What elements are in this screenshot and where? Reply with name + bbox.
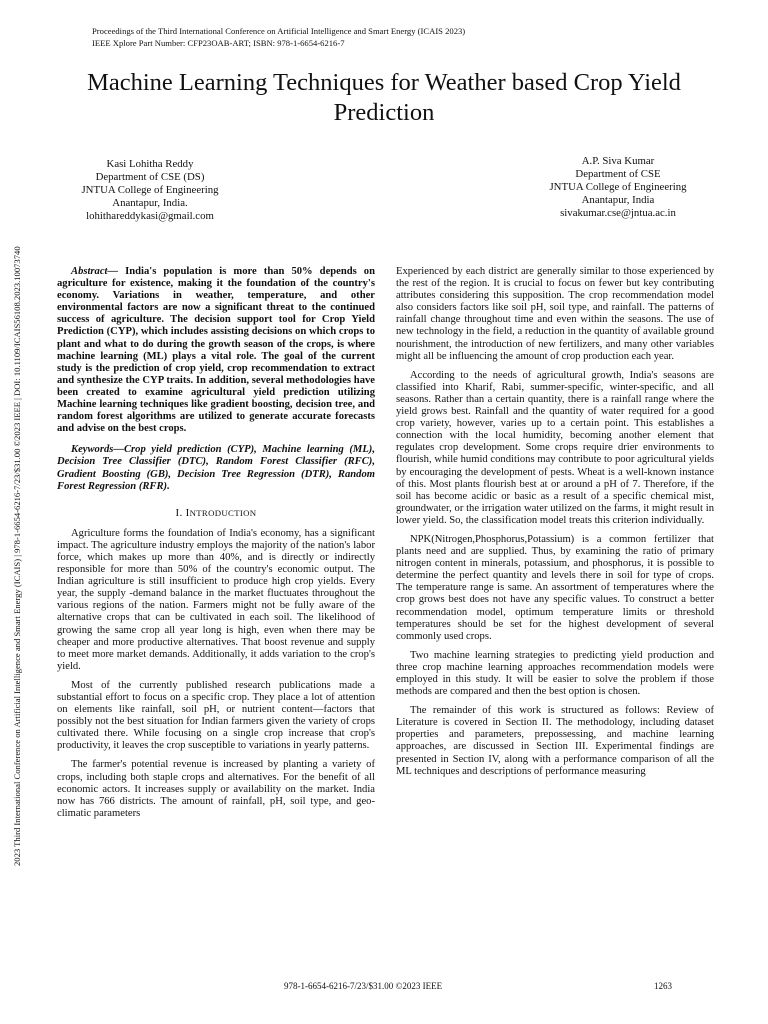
author-name: Kasi Lohitha Reddy [106,158,194,170]
author-org: JNTUA College of Engineering [549,181,687,193]
paragraph: Agriculture forms the foundation of India's economy, has a significant impact. The agriculture industry employs the majority of the nation's labor force, which makes up more than 40%, and is directly or indirectly responsible for more than 50% of the country's economic output. The Indian agriculture is still insufficient to produce high crop yields. Every year, the supply -demand balance in the market fluctuates throughout the various regions of the nation. Farmers might not be fully aware of the alternative crops that can be cultivated in each soil. The likelihood of growing the same crop all year long is high, even when there may be cheaper and more productive alternatives. That boost revenue and supply to meet more market demands. Additionally, it adds variation to the crop's yield. [57,527,375,672]
paper-title: Machine Learning Techniques for Weather based Crop Yield Prediction [87,69,681,126]
page-number: 1263 [654,981,672,991]
left-column [57,266,375,827]
section-rest: NTRODUCTION [189,507,257,518]
section-first-letter: I [185,506,190,519]
author-org: JNTUA College of Engineering [81,184,219,196]
abstract-text: India's population is more than 50% depends on agriculture for existence, making it the foundation of the country's economy. Variations in weather, temperature, and other environmental factors are now a significant threat to the continued success of agriculture. The decision support tool for Crop Yield Prediction (CYP), which includes assisting decisions on which crops to plant and what to do during the growth season of the crops, is where machine learning (ML) plays a vital role. The goal of the current study is the prediction of crop yield, crop recommendation to extract and synthesize the CYP traits. In addition, several methodologies have been created to examine agricultural yield prediction utilizing Machine learning techniques like gradient boosting, decision tree, and random forest algorithms are utilized to generate accurate forecasts and advise on the best crops. [57,266,375,435]
paragraph: NPK(Nitrogen,Phosphorus,Potassium) is a common fertilizer that plants need and are supplied. Thus, by examining the ratio of primary nitrogen content in minerals, potassium, and phosphorus, it is possible to determine the perfect quantity and levels there in soil for type of crops. The temperature range is same. An assortment of temperatures where the crop grows best does not have any specific values. To construct a better recommendation model, optimum temperature limits or threshold temperatures should be set for the highest development of several commonly used crops. [396,533,714,642]
header-line-2: IEEE Xplore Part Number: CFP23OAB-ART; ISBN: 978-1-6654-6216-7 [92,38,345,48]
section-number: I. [175,506,183,519]
paragraph: According to the needs of agricultural growth, India's seasons are classified into Kharif, Rabi, summer-specific, winter-specific, and all seasons. Rather than a certain quantity, there is a rainfall range where the yield grows best. Rainfall and the quantity of water required for a good crop variety, however, varies up to a certain point. This establishes a connection with the local humidity, becoming another element that regulates crop development. Some crops require drier environments to flourish, while humid conditions may contribute to poor agricultural yields by encouraging the development of pests. Wheat is a well-known instance of this. Most plants flourish best at or around a pH of 7. Therefore, if the soil has become acidic or basic as a result of a specific chemical mist, groundwater, or the irrigation water utilized on the farms, it might result in lower yield. So, the classification model treats this criterion individually. [396,369,714,526]
conference-header [92,25,465,49]
paragraph: Experienced by each district are generally similar to those experienced by the rest of the region. It is crucial to focus on fewer but key contributing attributes considering this supposition. The crop recommendation model also considers factors like soil pH, soil type, and rainfall. The patterns of rainfall change throughout time and even within the seasons. The use of new technology in the field, a reduction in the quantity of available ground nourishment, the introduction of new fertilizers, and many other variables might all be influencing the amount of crop production each year. [396,266,714,362]
author-dept: Department of CSE [575,168,661,180]
author-city: Anantapur, India [581,194,655,206]
abstract-label: Abstract— [71,266,119,277]
author-name: A.P. Siva Kumar [581,155,655,167]
keywords: Keywords—Crop yield prediction (CYP), Machine learning (ML), Decision Tree Classifier (DTC), Random Forest Classifier (RFC), Gradient Boosting (GB), Decision Tree Regression (DTR), Random Forest Regression (RFR). [57,444,375,492]
paragraph: The remainder of this work is structured as follows: Review of Literature is covered in Section II. The methodology, including dataset properties and parameters, prepossessing, and machine learning approaches, are discussed in Section III. Experimental findings are presented in Section IV, along with a performance comparison of all the ML techniques and descriptions of performance measuring [396,705,714,777]
author-city: Anantapur, India. [112,197,188,209]
footer-copyright: 978-1-6654-6216-7/23/$31.00 ©2023 IEEE [284,981,443,991]
author-block-1 [60,158,240,223]
sidebar-doi-text: 2023 Third International Conference on Artificial Intelligence and Smart Energy (ICAIS) | 978-1-6654-6216-7/23/$31.00 ©2023 IEEE | DOI: 10.1109/ICAIS56108.2023.10073740 [12,246,22,866]
paragraph: Most of the currently published research publications made a substantial effort to focus on a specific crop. They place a lot of attention on elements like rainfall, soil pH, or nutrient content—factors that possibly not the best situation for Indian farmers given the variety of crops cultivated there. While focusing on a single crop increase that crop's productivity, it leaves the crop susceptible to variations in yearly patterns. [57,679,375,752]
header-line-1: Proceedings of the Third International Conference on Artificial Intelligence and Smart Energy (ICAIS 2023) [92,26,466,36]
abstract [57,266,375,435]
right-column [396,266,714,785]
author-dept: Department of CSE (DS) [95,171,205,183]
author-email: sivakumar.cse@jntua.ac.in [560,207,676,219]
paragraph: The farmer's potential revenue is increased by planting a variety of crops, including both staple crops and alternatives. For the benefit of all economic actors. It increases supply or availability on the market. India now has 766 districts. The amount of rainfall, pH, soil type, and geo-climatic parameters [57,759,375,819]
section-heading-introduction [57,507,375,519]
author-email: lohithareddykasi@gmail.com [86,210,214,222]
paragraph: Two machine learning strategies to predicting yield production and three crop machine learning approaches recommendation models were employed in this study. It will be easier to solve the problem if those methods are compared and then the best option is chosen. [396,649,714,698]
author-block-2 [528,155,708,220]
